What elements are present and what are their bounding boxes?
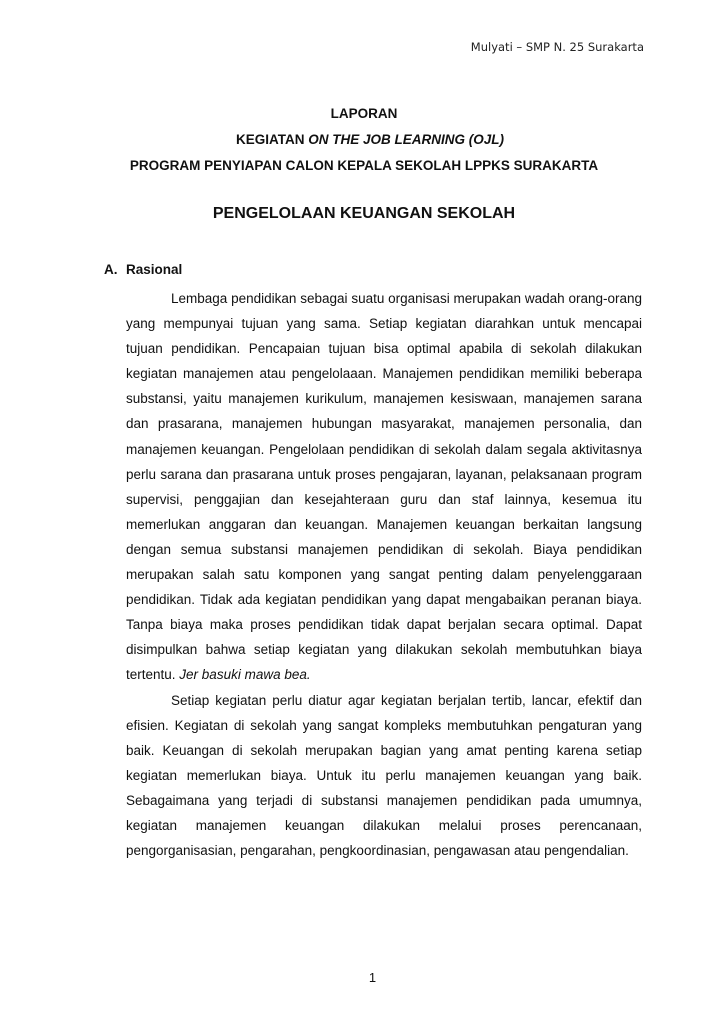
section-title: Rasional (126, 262, 183, 277)
title-kegiatan-italic: ON THE JOB LEARNING (OJL) (308, 132, 504, 147)
title-line-laporan: LAPORAN (330, 106, 398, 121)
body-text (126, 286, 642, 863)
section-heading (104, 262, 182, 277)
paragraph-1-text: Lembaga pendidikan sebagai suatu organisasi merupakan wadah orang-orang yang mempunyai tujuan yang sama. Setiap kegiatan diarahkan untuk mencapai tujuan pendidikan. Pencapaian tujuan bisa optimal apabila di sekolah dilakukan kegiatan manajemen atau pengelolaaan. Manajemen pendidikan memiliki beberapa substansi, yaitu manajemen kurikulum, manajemen kesiswaan, manajemen sarana dan prasarana, manajemen hubungan masyarakat, manajemen personalia, dan manajemen keuangan. Pengelolaan pendidikan di sekolah dalam segala aktivitasnya perlu sarana dan prasarana untuk proses pengajaran, layanan, pelaksanaan program supervisi, penggajian dan kesejahteraan guru dan staf lainnya, kesemua itu memerlukan anggaran dan keuangan. Manajemen keuangan berkaitan langsung dengan semua substansi manajemen pendidikan di sekolah. Biaya pendidikan merupakan salah satu komponen yang sangat penting dalam penyelenggaraan pendidikan. Tidak ada kegiatan pendidikan yang dapat mengabaikan peranan biaya. Tanpa biaya maka proses pendidikan tidak dapat berjalan secara optimal. Dapat disimpulkan bahwa setiap kegiatan yang dilakukan sekolah membutuhkan biaya tertentu. (126, 291, 642, 683)
page-number: 1 (368, 970, 377, 985)
paragraph-1-italic: Jer basuki mawa bea. (179, 667, 311, 683)
main-title: PENGELOLAAN KEUANGAN SEKOLAH (212, 205, 516, 222)
title-block (0, 101, 728, 222)
title-line-kegiatan (12, 127, 728, 153)
section-letter: A. (104, 262, 118, 277)
page-header: Mulyati – SMP N. 25 Surakarta (470, 40, 644, 54)
title-kegiatan-prefix: KEGIATAN (235, 132, 309, 147)
paragraph-2: Setiap kegiatan perlu diatur agar kegiatan berjalan tertib, lancar, efektif dan efisien. Kegiatan di sekolah yang sangat kompleks membutuhkan pengaturan yang baik. Keuangan di sekolah merupakan bagian yang amat penting karena setiap kegiatan memerlukan biaya. Untuk itu perlu manajemen keuangan yang baik. Sebagaimana yang terjadi di substansi manajemen pendidikan pada umumnya, kegiatan manajemen keuangan dilakukan melalui proses perencanaan, pengorganisasian, pengarahan, pengkoordinasian, pengawasan atau pengendalian. (126, 692, 642, 859)
paragraph-1 (126, 286, 642, 688)
title-line-program: PROGRAM PENYIAPAN CALON KEPALA SEKOLAH LPPKS SURAKARTA (129, 158, 599, 173)
